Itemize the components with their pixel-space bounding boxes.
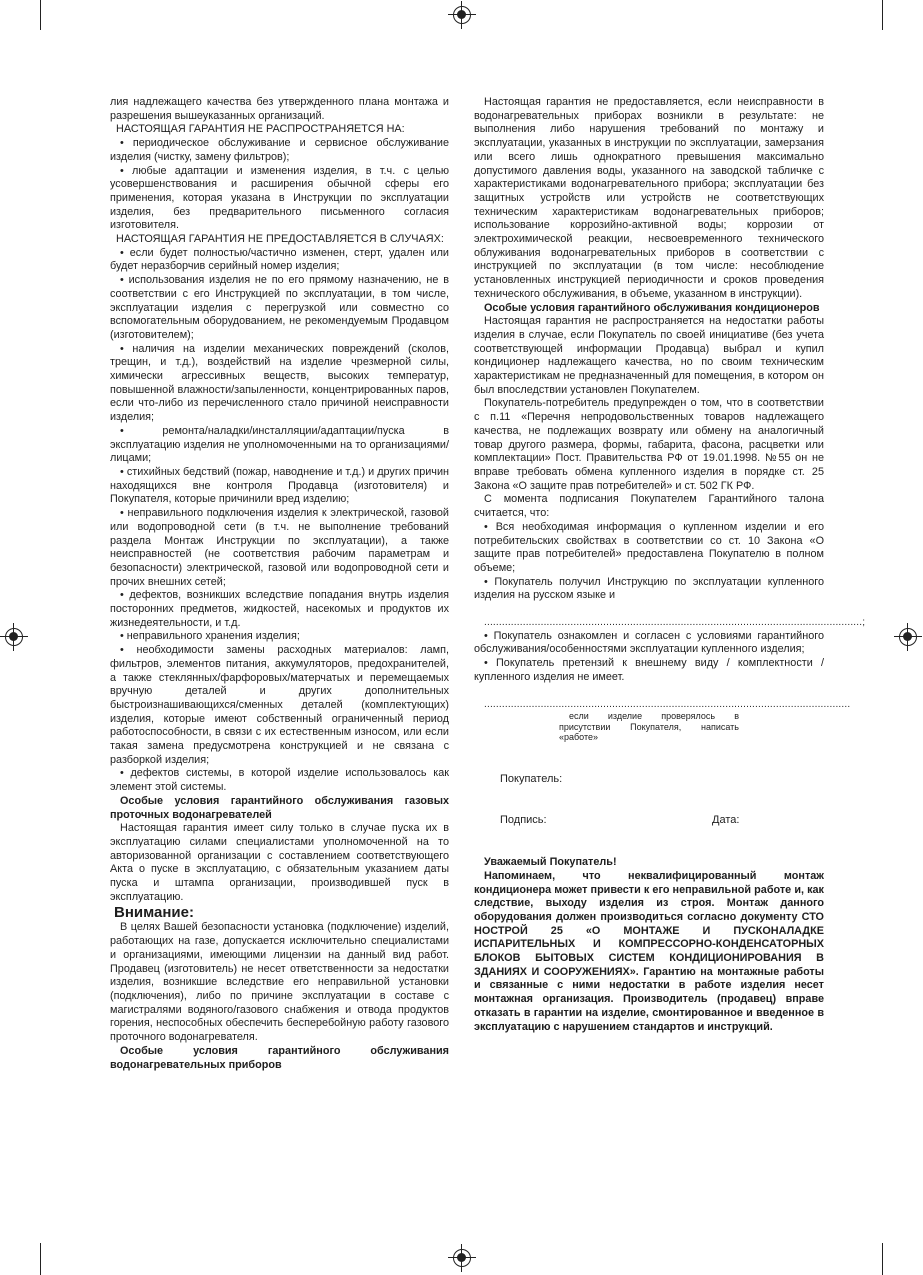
section-heading-water: Особые условия гарантийного обслуживания водонагревательных приборов [110,1044,449,1071]
crop-mark-top-left [40,0,41,30]
signature-label: Подпись: [500,814,547,827]
crop-mark-bottom-right [882,1243,883,1275]
paragraph: В целях Вашей безопасности установка (подключение) изделий, работающих на газе, допускается исключительно специалистами и организациями, имеющими лицензии на данный вид работ. Продавец (изготовитель) не несет ответственности за недостатки изделия, возникшие вследствие его неправильной установки (подключения), либо по причине эксплуатации в составе с магистралями водяного/газового снабжения и отвода продуктов горения, неспособных обеспечить бесперебойную работу газового проточного водонагревателя. [110,921,449,1044]
signature-field [474,814,824,828]
buyer-field [474,773,824,787]
list-item: • использования изделия не по его прямому назначению, не в соответствии с его Инструкцией по эксплуатации, в том числе, эксплуатации изделия с перегрузкой или совместно со вспомогательным оборудованием, не рекомендуемым Продавцом (изготовителем); [110,274,449,341]
registration-mark-right-icon [899,628,917,646]
left-column [110,96,449,1072]
list-item: • Покупатель претензий к внешнему виду / комплектности / купленного изделия не имеет. [474,657,824,683]
fill-in-note: если изделие проверялось в присутствии Покупателя, написать «работе» [559,711,739,743]
list-item: • неправильного подключения изделия к электрической, газовой или водопроводной сети (в т.ч. не выполнение требований раздела Монтаж Инструкции по эксплуатации), а также неисправностей (не соответствия рабочим параметрам и безопасности) электрической, газовой или водопроводной сети и прочих внешних сетей; [110,507,449,588]
paragraph: С момента подписания Покупателем Гарантийного талона считается, что: [474,493,824,520]
notice-text: Напоминаем, что неквалифицированный монтаж кондиционера может привести к его неправильной работе и, как следствие, выходу изделия из строя. Монтаж данного оборудования должен производиться согласно документу СТО НОСТРОЙ 25 «О МОНТАЖЕ И ПУСКОНАЛАДКЕ ИСПАРИТЕЛЬНЫХ И КОМПРЕССОРНО-КОНДЕНСАТОРНЫХ БЛОКОВ БЫТОВЫХ СИСТЕМ КОНДИЦИОНИРОВАНИЯ В ЗДАНИЯХ И СООРУЖЕНИЯХ». Гарантию на монтажные работы и связанные с ними недостатки в работе изделия несет монтажная организация. Производитель (продавец) вправе отказать в гарантии на изделие, смонтированное и введенное в эксплуатацию с нарушением стандартов и инструкций. [474,869,824,1033]
section-heading-gas: Особые условия гарантийного обслуживания газовых проточных водонагревателей [110,794,449,821]
list-item: • необходимости замены расходных материалов: ламп, фильтров, элементов питания, аккумуляторов, предохранителей, а также стеклянных/фарфоровых/матерчатых и перемещаемых вручную деталей и других дополнительных быстроизнашивающихся/сменных деталей (комплектующих) изделия, которые имеют собственный ограниченный период работоспособности, в связи с их естественным износом, или если такая замена предусмотрена конструкцией и не связана с разборкой изделия; [110,644,449,766]
registration-mark-bottom-icon [453,1249,471,1267]
list-item: • Покупатель ознакомлен и согласен с условиями гарантийного обслуживания/особенностями эксплуатации купленного изделия; [474,629,824,656]
list-item: • периодическое обслуживание и сервисное обслуживание изделия (чистку, замену фильтров); [110,137,449,163]
list-item: • если будет полностью/частично изменен, стерт, удален или будет неразборчив серийный номер изделия; [110,246,449,273]
registration-mark-left-icon [5,628,23,646]
paragraph: Настоящая гарантия не предоставляется, если неисправности в водонагревательных приборах возникли в результате: не выполнения либо нарушения требований по монтажу и эксплуатации, указанных в инструкции по эксплуатации, замерзания или всего лишь однократного превышения максимально допустимого давления воды, указанного на заводской табличке с характеристиками водонагревательного прибора; эксплуатации без защитных устройств или устройств не соответствующих техническим характеристикам водонагревательных приборов; использование коррозийно-активной воды; коррозии от электрохимической реакции, несвоевременного технического облуживания водонагревательных приборов в соответствии с инструкцией по эксплуатации (в том числе: несоблюдение установленных инструкцией периодичности и сроков проведения технического обслуживания, в объеме, указанном в инструкции). [474,96,824,300]
list-item: • Вся необходимая информация о купленном изделии и его потребительских свойствах в соответствии со ст. 10 Закона «О защите прав потребителей» предоставлена Покупателю в полном объеме; [474,520,824,574]
paragraph: Настоящая гарантия имеет силу только в случае пуска их в эксплуатацию силами специалистами уполномоченной на то авторизованной организации с составлением соответствующего Акта о пуске в эксплуатацию, с обязательным указанием даты пуска и штампа организации, производившей пуск в эксплуатацию. [110,822,449,903]
crop-mark-bottom-left [40,1243,41,1275]
paragraph: Покупатель-потребитель предупрежден о том, что в соответствии с п.11 «Перечня непродовольственных товаров надлежащего качества, не подлежащих возврату или обмену на аналогичный товар другого размера, формы, габарита, фасона, расцветки или комплектации» Пост. Правительства РФ от 19.01.1998. №55 он не вправе требовать обмена купленного изделия в порядке ст. 25 Закона «О защите прав потребителей» и ст. 502 ГК РФ. [474,397,824,492]
list-item: • дефектов системы, в которой изделие использовалось как элемент этой системы. [110,767,449,794]
paragraph: лия надлежащего качества без утвержденного плана монтажа и разрешения вышеуказанных организаций. [110,96,449,122]
section-heading: НАСТОЯЩАЯ ГАРАНТИЯ НЕ ПРЕДОСТАВЛЯЕТСЯ В СЛУЧАЯХ: [116,233,444,246]
fill-in-line: ........................................................................................................................... [484,698,851,710]
list-item: • ремонта/наладки/инсталляции/адаптации/пуска в эксплуатацию изделия не уполномоченными на то организациями/лицами; [110,424,449,465]
list-item: • Покупатель получил Инструкцию по эксплуатации купленного изделия на русском языке и [474,575,824,602]
date-label: Дата: [712,814,740,827]
attention-heading: Внимание: [114,904,194,922]
list-item: • неправильного хранения изделия; [120,630,300,643]
list-item: • наличия на изделии механических повреждений (сколов, трещин, и т.д.), воздействий на изделие чрезмерной силы, химически агрессивных веществ, высоких температур, повышенной влажности/запыленности, концентрированных паров, если что-либо из перечисленного стало причиной неисправности изделия; [110,342,449,424]
list-item: • стихийных бедствий (пожар, наводнение и т.д.) и других причин находящихся вне контроля Продавца (изготовителя) и Покупателя, которые причинили вред изделию; [110,465,449,506]
list-item: • любые адаптации и изменения изделия, в т.ч. с целью усовершенствования и расширения обычной сферы его применения, которая указана в Инструкции по эксплуатации изделия, без предварительного письменного согласия изготовителя. [110,164,449,232]
registration-mark-top-icon [453,6,471,24]
section-heading-ac: Особые условия гарантийного обслуживания кондиционеров [484,301,820,314]
paragraph: Настоящая гарантия не распространяется на недостатки работы изделия в случае, если Покупатель по своей инициативе (без учета соответствующей информации Продавца) выбрал и купил кондиционер надлежащего качества, но по своим техническим характеристикам не предназначенный для помещения, в котором он был впоследствии установлен Покупателем. [474,315,824,396]
buyer-label: Покупатель: [500,772,563,785]
notice-title: Уважаемый Покупатель! [484,856,617,869]
fill-in-line: ...............................................................................................................................; [484,617,866,629]
list-item: • дефектов, возникших вследствие попадания внутрь изделия посторонних предметов, жидкостей, насекомых и продуктов их жизнедеятельности, и т.д. [110,589,449,629]
crop-mark-top-right [882,0,883,30]
right-column [474,96,866,1034]
section-heading: НАСТОЯЩАЯ ГАРАНТИЯ НЕ РАСПРОСТРАНЯЕТСЯ НА: [116,123,405,136]
